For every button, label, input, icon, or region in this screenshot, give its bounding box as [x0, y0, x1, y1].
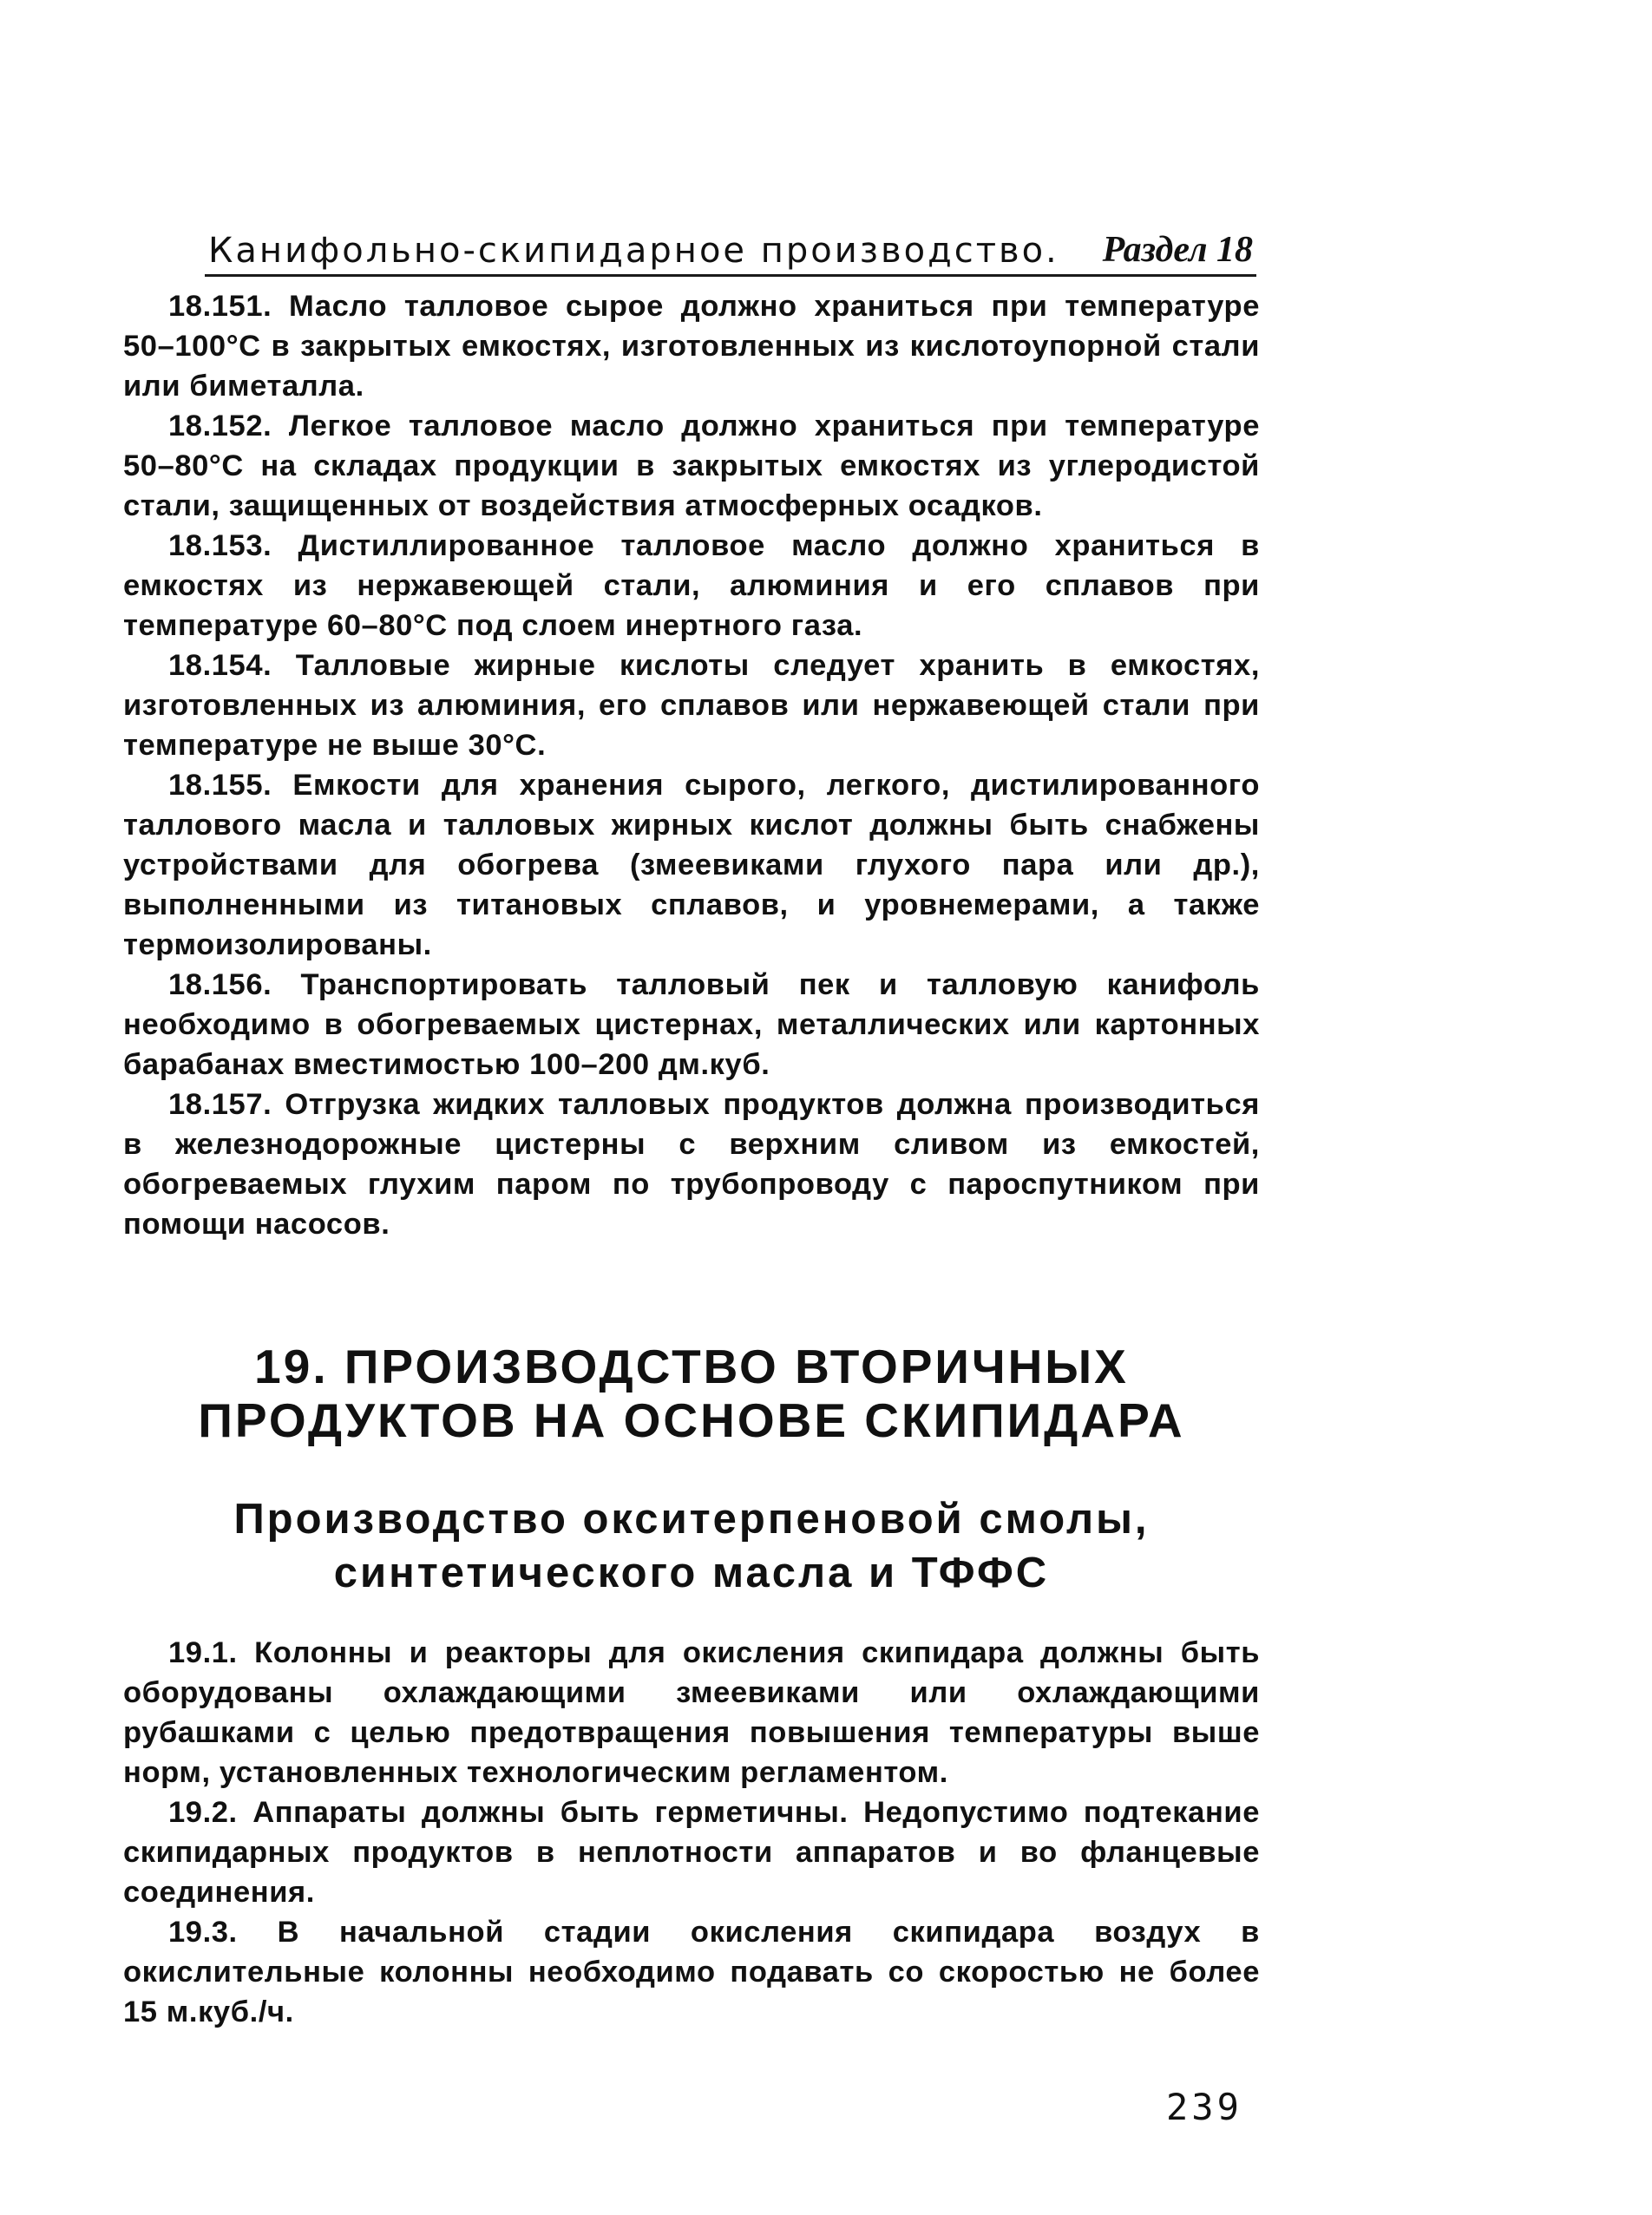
paragraph-number: 18.156.	[168, 968, 272, 1001]
paragraph-text: Легкое талловое масло должно храниться при температуре 50–80°С на складах продукции в закрытых емкостях из углеродистой стали, защищенных от воздействия атмосферных осадков.	[123, 410, 1260, 522]
paragraph-number: 18.154.	[168, 649, 272, 682]
paragraph-number: 18.155.	[168, 769, 272, 802]
paragraph-19-1	[123, 1633, 1260, 1792]
paragraph-18-157	[123, 1085, 1260, 1244]
paragraph-number: 18.151.	[168, 290, 272, 323]
paragraph-text: В начальной стадии окисления скипидара воздух в окислительные колонны необходимо подавать со скоростью не более 15 м.куб./ч.	[123, 1916, 1260, 2028]
subsection-heading	[123, 1492, 1260, 1600]
chapter-heading-line: ПРОДУКТОВ НА ОСНОВЕ СКИПИДАРА	[198, 1393, 1185, 1447]
paragraph-number: 18.152.	[168, 410, 272, 442]
running-header	[205, 222, 1256, 277]
paragraph-18-153	[123, 526, 1260, 645]
subsection-heading-line: синтетического масла и ТФФС	[333, 1550, 1050, 1596]
paragraph-text: Отгрузка жидких талловых продуктов должна производиться в железнодорожные цистерны с верхним сливом из емкостей, обогреваемых глухим паром по трубопроводу с пароспутником при помощи насосов.	[123, 1088, 1260, 1241]
paragraph-text: Колонны и реакторы для окисления скипидара должны быть оборудованы охлаждающими змеевиками или охлаждающими рубашками с целью предотвращения повышения температуры выше норм, установленных технологическим регламентом.	[123, 1636, 1260, 1789]
paragraph-18-154	[123, 645, 1260, 765]
paragraph-number: 19.3.	[168, 1916, 238, 1949]
paragraph-text: Транспортировать талловый пек и талловую канифоль необходимо в обогреваемых цистернах, металлических или картонных барабанах вместимостью 100–200 дм.куб.	[123, 968, 1260, 1081]
paragraph-text: Аппараты должны быть герметичны. Недопустимо подтекание скипидарных продуктов в неплотности аппаратов и во фланцевые соединения.	[123, 1796, 1260, 1909]
paragraph-18-151	[123, 286, 1260, 406]
paragraph-18-155	[123, 765, 1260, 965]
paragraph-text: Масло талловое сырое должно храниться при температуре 50–100°С в закрытых емкостях, изготовленных из кислотоупорной стали или биметалла.	[123, 290, 1260, 403]
paragraph-text: Емкости для хранения сырого, легкого, дистилированного таллового масла и талловых жирных кислот должны быть снабжены устройствами для обогрева (змеевиками глухого пара или др.), выполненными из титановых сплавов, и уровнемерами, а также термоизолированы.	[123, 769, 1260, 961]
paragraph-text: Дистиллированное талловое масло должно храниться в емкостях из нержавеющей стали, алюминия и его сплавов при температуре 60–80°С под слоем инертного газа.	[123, 529, 1260, 642]
page-number: 239	[1166, 2086, 1242, 2128]
section-18-paragraphs	[123, 286, 1260, 1244]
paragraph-number: 18.153.	[168, 529, 272, 562]
paragraph-number: 19.1.	[168, 1636, 238, 1669]
paragraph-number: 18.157.	[168, 1088, 272, 1121]
paragraph-number: 19.2.	[168, 1796, 238, 1829]
running-header-title: Канифольно-скипидарное производство.	[208, 231, 1059, 271]
paragraph-18-152	[123, 406, 1260, 526]
chapter-heading-line: 19. ПРОИЗВОДСТВО ВТОРИЧНЫХ	[254, 1340, 1129, 1393]
chapter-heading	[123, 1340, 1260, 1447]
paragraph-text: Талловые жирные кислоты следует хранить в емкостях, изготовленных из алюминия, его сплавов или нержавеющей стали при температуре не выше 30°С.	[123, 649, 1260, 762]
paragraph-18-156	[123, 965, 1260, 1085]
paragraph-19-2	[123, 1792, 1260, 1912]
running-header-section: Раздел 18	[1102, 230, 1253, 270]
section-19-paragraphs	[123, 1633, 1260, 2032]
paragraph-19-3	[123, 1912, 1260, 2032]
subsection-heading-line: Производство окситерпеновой смолы,	[233, 1496, 1150, 1543]
